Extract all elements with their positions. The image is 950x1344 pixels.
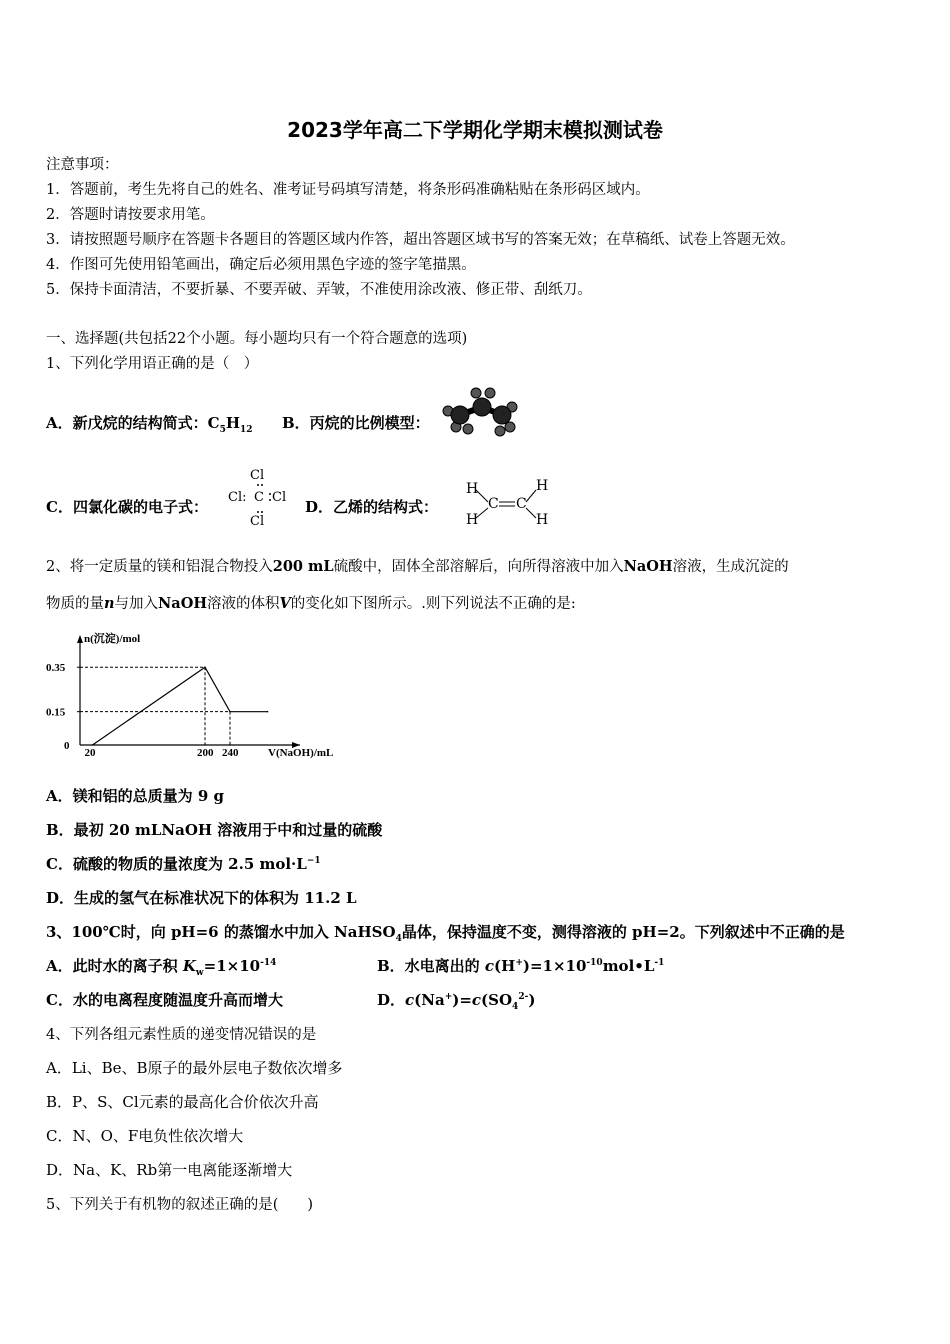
notice-item-3: 3．请按照题号顺序在答题卡各题目的答题区域内作答，超出答题区域书写的答案无效；在草稿纸、试卷上答题无效。 xyxy=(46,232,795,248)
ethylene-c2: C xyxy=(516,496,527,512)
ethylene-h3: H xyxy=(466,512,479,528)
q4-option-c: C．N、O、F电负性依次增大 xyxy=(46,1127,244,1145)
ccl4-c: C xyxy=(254,490,264,505)
y-tick-label: 0.15 xyxy=(46,706,66,719)
y-tick-label: 0.35 xyxy=(46,662,66,675)
notice-item-5: 5．保持卡面清洁，不要折暴、不要弄破、弄皱，不准使用涂改液、修正带、刮纸刀。 xyxy=(46,282,592,298)
x-tick-label: 200 xyxy=(197,747,214,759)
q3-option-d: D．$c(Na^+)=c(SO_4^{2-})$ xyxy=(377,991,536,1012)
data-point xyxy=(229,711,231,713)
ethylene-h4: H xyxy=(536,512,549,528)
x-tick-label: 20 xyxy=(84,747,96,759)
propane-model-image xyxy=(440,385,524,439)
q1-option-d: D．乙烯的结构式： xyxy=(305,498,439,516)
origin-label: 0 xyxy=(64,740,70,752)
data-point xyxy=(92,744,94,746)
q2-option-b: B．最初 20 mLNaOH 溶液用于中和过量的硫酸 xyxy=(46,821,383,839)
ethylene-bonds xyxy=(464,480,554,530)
ccl4-cl-left: Cl: xyxy=(228,490,247,505)
ccl4-electron-dots xyxy=(246,482,276,516)
ethylene-c1: C xyxy=(488,496,499,512)
notice-item-1: 1．答题前，考生先将自己的姓名、准考证号码填写清楚，将条形码准确粘贴在条形码区域内。 xyxy=(46,182,650,198)
q3-option-a: A．此时水的离子积 $K_w=1\times 10^{-14}$ xyxy=(46,957,277,978)
q4-option-b: B．P、S、Cl元素的最高化合价依次升高 xyxy=(46,1093,319,1111)
notice-item-2: 2．答题时请按要求用笔。 xyxy=(46,207,215,223)
q4-option-d: D．Na、K、Rb第一电离能逐渐增大 xyxy=(46,1161,293,1179)
q1-stem: 1、下列化学用语正确的是（ ） xyxy=(46,356,259,372)
ethylene-h1: H xyxy=(466,481,479,497)
q1-option-a: A．新戊烷的结构简式：$C_5H_{12}$ xyxy=(46,414,253,435)
ccl4-cl-top: Cl xyxy=(250,468,265,483)
notice-heading: 注意事项： xyxy=(46,157,119,173)
q4-option-a: A．Li、Be、B原子的最外层电子数依次增多 xyxy=(46,1059,343,1077)
notice-item-4: 4．作图可先使用铅笔画出，确定后必须用黑色字迹的签字笔描黑。 xyxy=(46,257,476,273)
q3-stem: 3、100℃时，向 pH=6 的蒸馏水中加入 NaHSO$_4$晶体，保持温度不变，测得溶液的 pH=2。下列叙述中不正确的是 xyxy=(46,923,845,944)
q2-option-c: C．硫酸的物质的量浓度为 2.5 $mol\cdot L^{-1}$ xyxy=(46,855,321,873)
x-tick-label: 240 xyxy=(222,747,239,759)
ccl4-cl-right: Cl xyxy=(272,490,287,505)
q3-option-c: C．水的电离程度随温度升高而增大 xyxy=(46,991,283,1009)
section-heading: 一、选择题(共包括22个小题。每小题均只有一个符合题意的选项) xyxy=(46,331,468,347)
q1-option-b: B．丙烷的比例模型： xyxy=(282,414,430,432)
q2-option-a: A．镁和铝的总质量为 9 g xyxy=(46,787,225,805)
data-point xyxy=(267,711,269,713)
page-title: 2023学年高二下学期化学期末模拟测试卷 xyxy=(287,118,663,142)
q4-stem: 4、下列各组元素性质的递变情况错误的是 xyxy=(46,1027,317,1043)
y-axis-label: n(沉淀)/mol xyxy=(84,633,141,645)
data-line xyxy=(93,667,268,745)
data-point xyxy=(204,666,206,668)
q2-stem-line1: 2、将一定质量的镁和铝混合物投入200 mL硫酸中，固体全部溶解后，向所得溶液中加入NaOH溶液，生成沉淀的 xyxy=(46,558,789,575)
q2-stem-line2: 物质的量n与加入NaOH溶液的体积V的变化如下图所示。.则下列说法不正确的是: xyxy=(46,595,576,612)
y-axis-arrow xyxy=(77,635,83,643)
ethylene-h2: H xyxy=(536,478,549,494)
q1-option-c: C．四氯化碳的电子式： xyxy=(46,498,208,516)
x-axis-label: V(NaOH)/mL xyxy=(268,747,334,759)
ccl4-cl-bottom: Cl xyxy=(250,514,265,529)
q2-chart xyxy=(40,630,334,760)
q2-option-d: D．生成的氢气在标准状况下的体积为 11.2 L xyxy=(46,889,357,907)
q5-stem: 5、下列关于有机物的叙述正确的是( ) xyxy=(46,1197,314,1213)
q3-option-b: B．水电离出的 $c(H^+)=1\times 10^{-10}mol•L^{-1}$ xyxy=(377,957,665,975)
